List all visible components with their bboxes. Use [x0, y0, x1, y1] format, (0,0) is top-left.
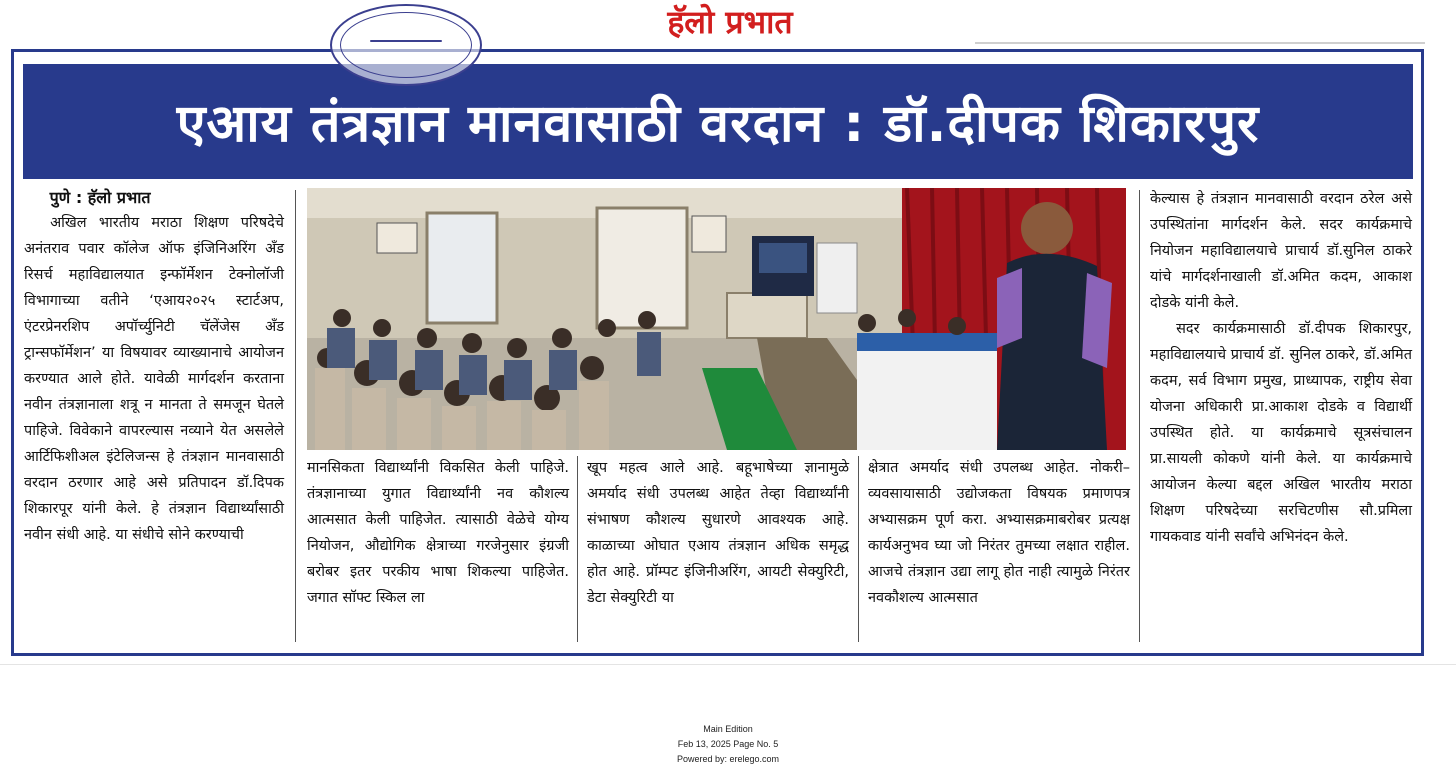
event-photo-illustration: [307, 188, 1126, 450]
footer-date-page: Feb 13, 2025 Page No. 5: [677, 739, 779, 749]
article-text-col5a: केल्यास हे तंत्रज्ञान मानवासाठी वरदान ठरेल असे उपस्थितांना मार्गदर्शन केले. सदर कार्यक्रमाचे नियोजन महाविद्यालयाचे प्राचार्य डॉ.सुनिल ठाकरे यांचे मार्गदर्शनाखाली डॉ.अमित कदम, आकाश दोडके यांनी केले.: [1150, 191, 1412, 311]
library-stamp: [330, 4, 482, 86]
article-dateline: पुणे : हॅलो प्रभात: [49, 188, 151, 207]
article-text-col1: अखिल भारतीय मराठा शिक्षण परिषदेचे अनंतराव पवार कॉलेज ऑफ इंजिनिअरिंग अँड रिसर्च महाविद्यालयात इन्फॉर्मेशन टेक्नोलॉजी विभागाच्या वतीने ‘एआय२०२५ स्टार्टअप, एंटरप्रेनरशिप अपॉर्च्युनिटी चॅलेंजेस अँड ट्रान्सफॉर्मेशन’ या विषयावर व्याख्यानाचे आयोजन करण्यात आले होते. यावेळी मार्गदर्शन करताना नवीन तंत्रज्ञानाला शत्रू न मानता ते समजून घेतले पाहिजे. विवेकाने वापरल्यास नव्याने येत असलेले आर्टिफिशीअल इंटेलिजन्स हे तंत्रज्ञान मानवासाठी वरदान ठरणार आहे असे प्रतिपादन डॉ.दिपक शिकारपूर यांनी केले. हे तंत्रज्ञान विद्यार्थ्यांसाठी नवीन संधी आहे. या संधीचे सोने करण्याची: [24, 215, 284, 543]
stamp-ring: [340, 12, 472, 78]
article-text-col3: खूप महत्व आले आहे. बहूभाषेच्या ज्ञानामुळे अमर्याद संधी उपलब्ध आहेत तेव्हा विद्यार्थ्यांनी संभाषण कौशल्य सुधारणे आवश्यक आहे. काळाच्या ओघात एआय तंत्रज्ञान अधिक समृद्ध होत आहे. प्रॉम्पट इंजिनीअरिंग, आयटी सेक्युरिटी, डेटा सेक्युरिटी या: [587, 460, 849, 606]
column-divider: [858, 456, 859, 642]
event-photo: [307, 188, 1126, 450]
article-column-4: [868, 455, 1130, 645]
page-edge: [0, 664, 1456, 665]
column-divider: [577, 456, 578, 642]
column-divider: [1139, 190, 1140, 642]
newspaper-masthead: हॅलो प्रभात: [667, 3, 793, 41]
footer-powered-by: Powered by: erelego.com: [676, 754, 780, 764]
article-text-col4: क्षेत्रात अमर्याद संधी उपलब्ध आहेत. नोकरी–व्यवसायासाठी उद्योजकता विषयक प्रमाणपत्र अभ्यासक्रम पूर्ण करा. अभ्यासक्रमाबरोबर प्रत्यक्ष कार्यअनुभव घ्या जो निरंतर तुमच्या लक्षात राहील. आजचे तंत्रज्ञान उद्या लागू होत नाही त्यामुळे निरंतर नवकौशल्य आत्मसात: [868, 460, 1130, 606]
footer-edition: Main Edition: [703, 724, 753, 734]
article-column-5: [1150, 186, 1412, 646]
column-divider: [295, 190, 296, 642]
masthead-rule: [975, 42, 1425, 44]
article-column-3: [587, 455, 849, 645]
headline-band: [23, 64, 1413, 179]
article-text-col5b: सदर कार्यक्रमासाठी डॉ.दीपक शिकारपुर, महाविद्यालयाचे प्राचार्य डॉ. सुनिल ठाकरे, डॉ.अमित कदम, सर्व विभाग प्रमुख, प्राध्यापक, राष्ट्रीय सेवा योजना अधिकारी प्रा.आकाश दोडके व विद्यार्थी उपस्थित होते. या कार्यक्रमाचे सूत्रसंचालन प्रा.सायली कोकणे यांनी केले. या कार्यक्रमाचे आयोजन केल्या बद्दल अखिल भारतीय मराठा शिक्षण परिषदेच्या सरचिटणीस सौ.प्रमिला गायकवाड यांनी सर्वांचे अभिनंदन केले.: [1150, 321, 1412, 545]
page-footer: [600, 722, 856, 767]
article-headline: एआय तंत्रज्ञान मानवासाठी वरदान : डॉ.दीपक शिकारपुर: [32, 73, 1404, 170]
article-text-col2: मानसिकता विद्यार्थ्यांनी विकसित केली पाहिजे. तंत्रज्ञानाच्या युगात विद्यार्थ्यांनी नव कौशल्य आत्मसात केली पाहिजेत. त्यासाठी वेळेचे योग्य नियोजन, औद्योगिक क्षेत्राच्या गरजेनुसार इंग्रजी बरोबर इतर परकीय भाषा शिकल्या पाहिजेत. जगात सॉफ्ट स्किल ला: [307, 460, 569, 606]
stamp-label: [370, 40, 442, 42]
article-column-1: [24, 186, 284, 646]
article-column-2: [307, 455, 569, 645]
